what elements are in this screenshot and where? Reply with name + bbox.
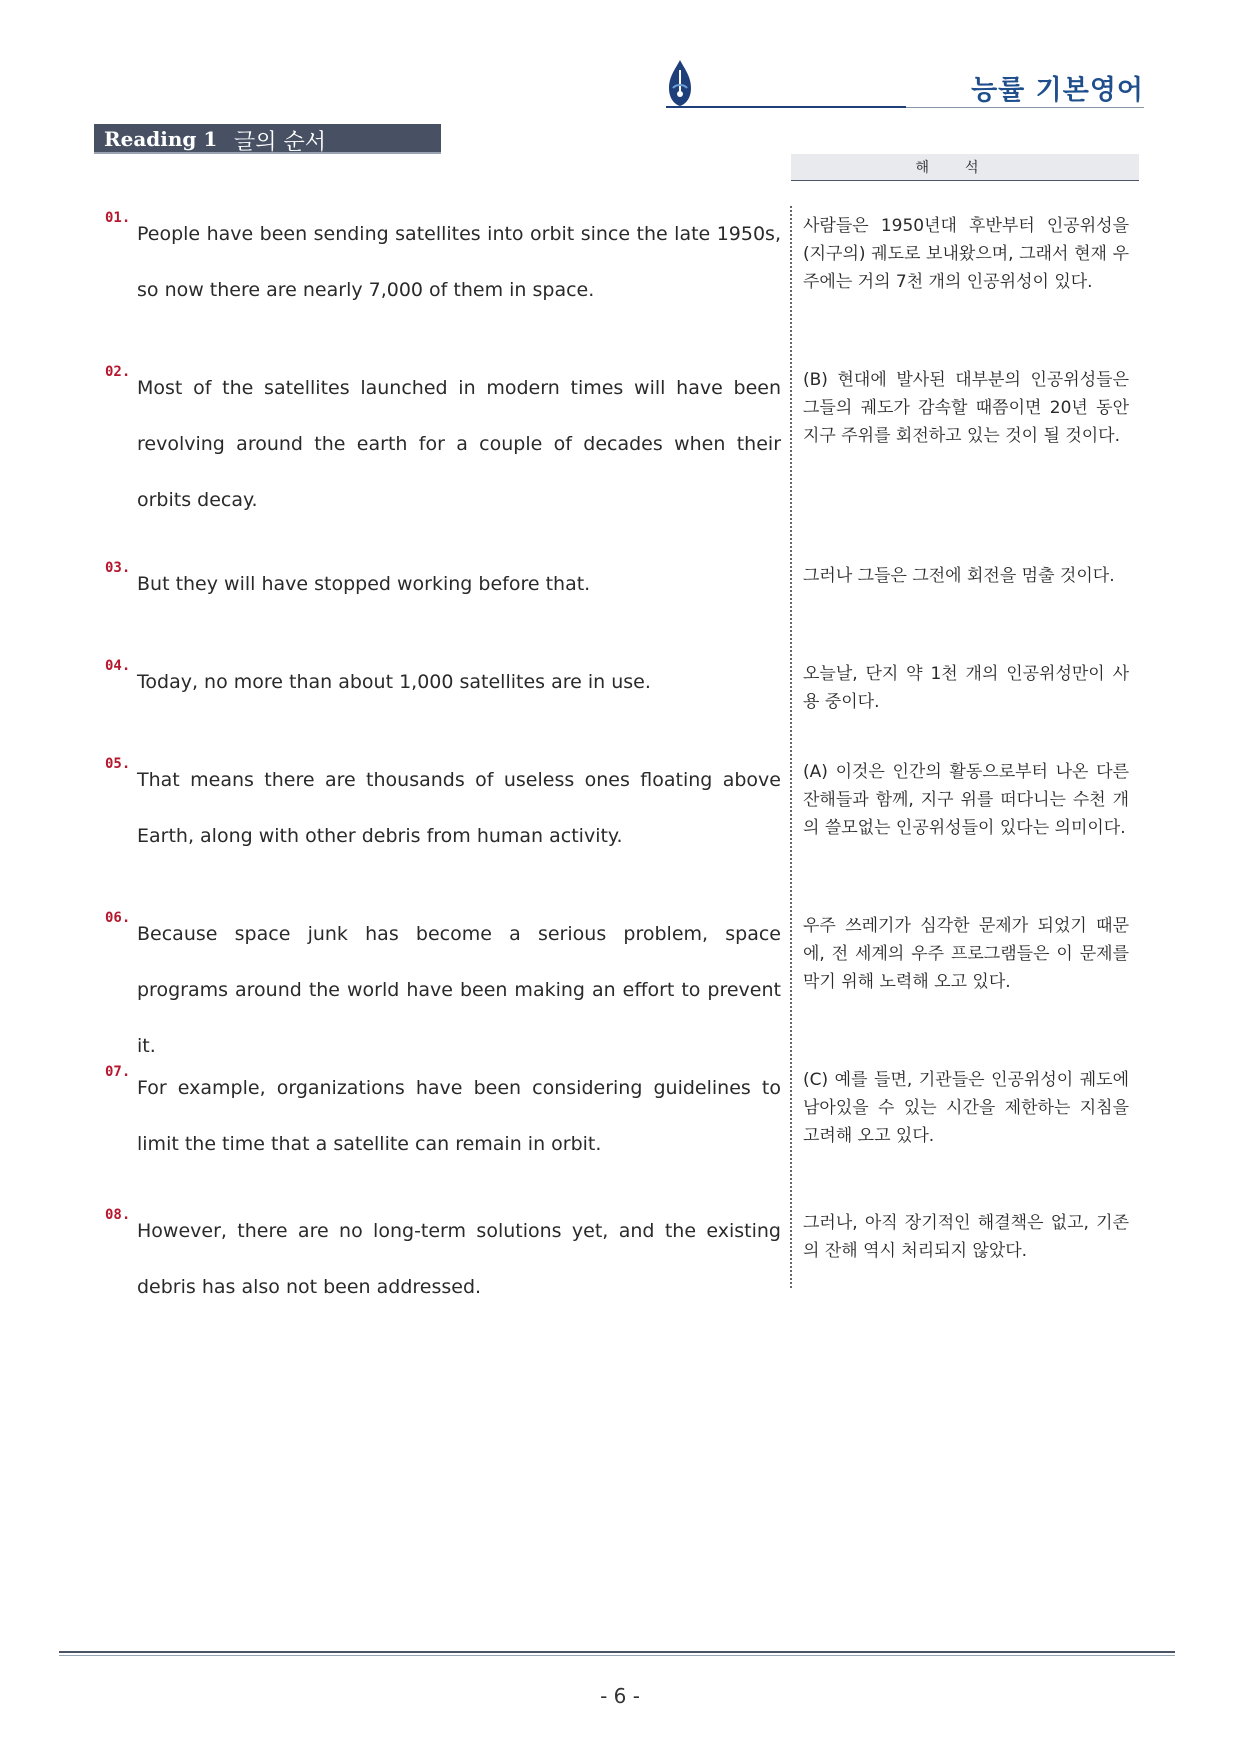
english-sentence: Today, no more than about 1,000 satellites are in use. — [137, 671, 651, 693]
section-title-ko: 글의 순서 — [234, 130, 327, 155]
footer-rule-thin — [59, 1655, 1175, 1656]
korean-translation: 오늘날, 단지 약 1천 개의 인공위성만이 사용 중이다. — [803, 664, 1129, 712]
sentence-number: 06. — [105, 910, 131, 926]
column-divider — [790, 206, 792, 1288]
sentence-number: 04. — [105, 658, 131, 674]
brand-name: 능률 기본영어 — [971, 75, 1144, 106]
translation-header — [791, 154, 1139, 181]
english-sentence: For example, organizations have been considering guidelines to limit the time that a satellite can remain in orbit. — [137, 1077, 781, 1155]
sentence-number: 02. — [105, 364, 131, 380]
korean-translation: (B) 현대에 발사된 대부분의 인공위성들은 그들의 궤도가 감속할 때쯤이면 20년 동안 지구 주위를 회전하고 있는 것이 될 것이다. — [803, 370, 1129, 446]
sentence-number: 08. — [105, 1207, 131, 1223]
sentence-number: 05. — [105, 756, 131, 772]
english-sentence: However, there are no long-term solutions yet, and the existing debris has also not been addressed. — [137, 1220, 781, 1298]
page-number: - 6 - — [600, 1684, 640, 1708]
sentence-number: 03. — [105, 560, 131, 576]
footer-rule — [59, 1651, 1175, 1653]
header-rule — [666, 106, 906, 108]
korean-translation: 사람들은 1950년대 후반부터 인공위성을 (지구의) 궤도로 보내왔으며, 그래서 현재 우주에는 거의 7천 개의 인공위성이 있다. — [803, 216, 1129, 292]
translation-header-label: 해석 — [915, 160, 1015, 176]
korean-translation: (A) 이것은 인간의 활동으로부터 나온 다른 잔해들과 함께, 지구 위를 떠다니는 수천 개의 쓸모없는 인공위성들이 있다는 의미이다. — [803, 762, 1129, 838]
korean-translation: 우주 쓰레기가 심각한 문제가 되었기 때문에, 전 세계의 우주 프로그램들은 이 문제를 막기 위해 노력해 오고 있다. — [803, 916, 1129, 992]
header-rule-thin — [906, 107, 1144, 108]
section-title — [94, 124, 441, 154]
english-sentence: That means there are thousands of useless ones floating above Earth, along with other debris from human activity. — [137, 769, 781, 847]
sentence-number: 07. — [105, 1064, 131, 1080]
fountain-pen-logo-icon — [666, 58, 694, 108]
korean-translation: 그러나 그들은 그전에 회전을 멈출 것이다. — [803, 566, 1115, 586]
english-sentence: People have been sending satellites into orbit since the late 1950s, so now there are nearly 7,000 of them in space. — [137, 223, 781, 301]
sentence-number: 01. — [105, 210, 131, 226]
english-sentence: Because space junk has become a serious problem, space programs around the world have been making an effort to prevent it. — [137, 923, 781, 1057]
english-sentence: Most of the satellites launched in modern times will have been revolving around the earth for a couple of decades when their orbits decay. — [137, 377, 781, 511]
section-title-en: Reading 1 — [104, 127, 218, 151]
korean-translation: 그러나, 아직 장기적인 해결책은 없고, 기존의 잔해 역시 처리되지 않았다. — [803, 1213, 1129, 1261]
korean-translation: (C) 예를 들면, 기관들은 인공위성이 궤도에 남아있을 수 있는 시간을 제한하는 지침을 고려해 오고 있다. — [803, 1070, 1129, 1146]
page-header — [666, 52, 1144, 112]
english-sentence: But they will have stopped working before that. — [137, 573, 591, 595]
